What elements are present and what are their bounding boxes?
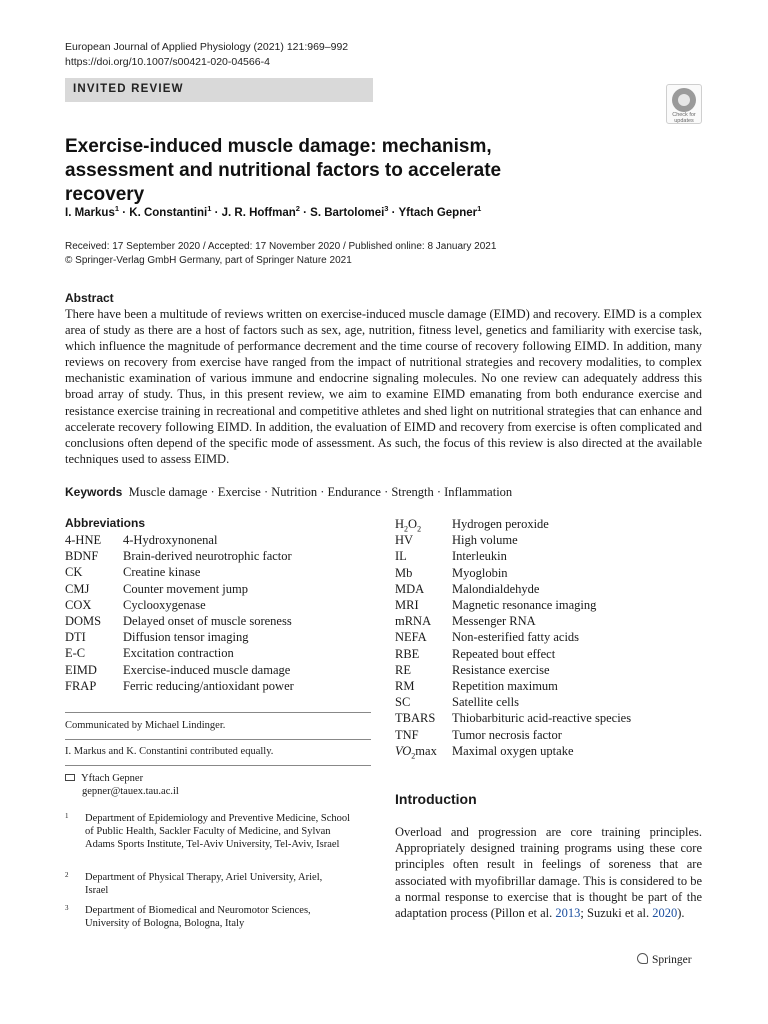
keywords-list: Muscle damage · Exercise · Nutrition · Endurance · Strength · Inflammation [128,485,513,499]
keywords [65,485,512,500]
abbreviation-definition: Myoglobin [452,565,508,580]
abbreviation-definition: Resistance exercise [452,662,550,677]
abbreviation-definition: Malondialdehyde [452,581,540,596]
article-title: Exercise-induced muscle damage: mechanism, assessment and nutritional factors to accelerate recovery [65,136,502,205]
abbreviation-definition: Creatine kinase [123,565,201,580]
abbreviation-definition: Brain-derived neurotrophic factor [123,549,292,564]
abbreviation-term: MDA [395,581,425,596]
envelope-icon [65,774,75,781]
affiliation-text: Department of Physical Therapy, Ariel University, Ariel, Israel [85,872,323,896]
abbreviation-definition: Maximal oxygen uptake [452,743,574,758]
citation-link[interactable]: 2020 [652,906,678,921]
affiliation-number: 1 [65,812,69,820]
check-updates-icon [672,88,696,112]
publication-dates: Received: 17 September 2020 / Accepted: 17 November 2020 / Published online: 8 January 2021 [65,241,497,252]
affiliation-text: Department of Biomedical and Neuromotor Sciences, University of Bologna, Bologna, Italy [85,905,311,929]
introduction-heading: Introduction [395,791,477,807]
abbreviation-definition: Ferric reducing/antioxidant power [123,678,294,693]
journal-citation: European Journal of Applied Physiology (2021) 121:969–992 [65,41,349,53]
abbreviation-term: SC [395,695,411,710]
abbreviation-definition: Delayed onset of muscle soreness [123,614,292,628]
abbreviation-definition: Thiobarbituric acid-reactive species [452,711,632,726]
abbreviation-term: IL [395,549,407,564]
author-1[interactable]: I. Markus [65,206,115,219]
abbreviation-definition: Repeated bout effect [452,646,556,661]
doi-link[interactable]: https://doi.org/10.1007/s00421-020-04566-4 [65,56,270,68]
check-for-updates-badge[interactable] [666,84,702,124]
abbreviation-term: TNF [395,727,419,742]
abbreviation-term: HV [395,533,414,548]
abbreviation-definition: 4-Hydroxynonenal [123,533,218,547]
abbreviation-definition: Non-esterified fatty acids [452,630,580,645]
abbreviation-term: NEFA [395,630,427,645]
article-type-banner [65,78,373,102]
abbreviation-term: Mb [395,565,413,580]
abbreviation-term: TBARS [395,711,436,726]
publisher-name: Springer [652,954,692,966]
keywords-label: Keywords [65,485,123,499]
abbreviation-term: COX [65,597,92,612]
badge-text-1: Check for [672,112,696,118]
affiliation-number: 3 [65,904,69,912]
abbreviation-definition: Interleukin [452,549,507,564]
abbreviation-term: MRI [395,598,419,612]
abbreviation-definition: Tumor necrosis factor [452,727,562,742]
introduction-text: Overload and progression are core training principles. Appropriately designed training programs using these core principles often result in feelings of soreness that are associated with myofibrillar damage. This is considered to be a normal response to exercise that is thought be part of the adaptation process (Pillon et al. 2013; Suzuki et al. 2020). [395,825,702,921]
affiliation-number: 2 [65,871,69,879]
publisher-logo [637,952,692,966]
abbreviation-definition: Diffusion tensor imaging [123,630,249,645]
abbreviation-term: CMJ [65,581,90,596]
author-list: I. Markus$^1$ · K. Constantini$^1$ · J. R. Hoffman$^2$ · S. Bartolomei$^3$ · Yftach Gepner$^1$ [65,204,482,219]
abstract-heading: Abstract [65,291,114,305]
author-4[interactable]: S. Bartolomei [310,206,385,219]
abbreviation-term: E-C [65,646,86,661]
abbreviation-definition: Magnetic resonance imaging [452,598,597,612]
abbreviation-definition: Exercise-induced muscle damage [123,662,291,677]
abbreviation-definition: Messenger RNA [452,614,536,629]
corresponding-email[interactable]: gepner@tauex.tau.ac.il [82,786,179,797]
abbreviation-definition: Cyclooxygenase [123,597,206,612]
abbreviation-term: RM [395,679,415,693]
author-2[interactable]: K. Constantini [129,206,208,219]
abbreviation-term: 4-HNE [65,533,102,547]
abbreviations-heading: Abbreviations [65,516,146,530]
abbreviation-term: $VO_2\max$ [395,743,437,761]
abbreviation-term: RE [395,662,411,677]
divider [65,765,371,766]
springer-horse-icon [637,953,648,964]
abbreviation-term: DTI [65,630,86,645]
abbreviation-term: EIMD [65,662,97,677]
communicated-note: Communicated by Michael Lindinger. [65,720,226,731]
author-3[interactable]: J. R. Hoffman [221,206,296,219]
abbreviation-term: RBE [395,646,420,661]
abbreviation-term: FRAP [65,678,97,693]
divider [65,712,371,713]
abbreviation-term: CK [65,565,83,580]
abbreviation-term: BDNF [65,549,99,564]
abbreviation-definition: High volume [452,533,518,548]
abbreviation-definition: Counter movement jump [123,581,248,596]
author-5[interactable]: Yftach Gepner [398,206,478,219]
corresponding-author [65,772,179,798]
abbreviation-definition: Hydrogen peroxide [452,517,549,531]
citation-link[interactable]: 2013 [555,906,581,921]
equal-contribution-note: I. Markus and K. Constantini contributed equally. [65,746,274,757]
article-type-label: INVITED REVIEW [73,83,184,95]
abbreviation-definition: Excitation contraction [123,646,234,661]
abbreviation-definition: Satellite cells [452,695,519,710]
abbreviation-term: mRNA [395,614,432,629]
abbreviation-definition: Repetition maximum [452,679,558,693]
abbreviation-term: DOMS [65,614,102,628]
divider [65,739,371,740]
abstract-text: There have been a multitude of reviews written on exercise-induced muscle damage (EIMD) and recovery. EIMD is a complex area of study as there are a host of factors such as sex, age, nutrition, fitness level, genetics and familiarity with exercise task, which influence the magnitude of performance decrement and the time course of recovery following EIMD. In addition, many reviews on recovery from exercise have ranged from the impact of nutritional strategies and recovery modalities, to complex mechanistic examination of various immune and endocrine signaling molecules. No one review can adequately address this broad array of study. Thus, in this present review, we aim to examine EIMD emanating from both endurance exercise and resistance exercise training in recreational and competitive athletes and shed light on nutritional strategies that can enhance and accelerate recovery following EIMD. In addition, the evaluation of EIMD and recovery from exercise is often complicated and conclusions often depend of the specific mode of assessment. As such, the focus of this review is also directed at the available techniques used to assess EIMD. [65,307,702,466]
abbreviation-term: $H_2O_2$ [395,517,422,534]
affiliation-text: Department of Epidemiology and Preventive Medicine, School of Public Health, Sackler Faculty of Medicine, and Sylvan Adams Sports Institute, Tel-Aviv University, Tel-Aviv, Israel [85,813,351,850]
badge-text-2: updates [674,118,694,124]
corresponding-name: Yftach Gepner [81,773,144,784]
copyright-line: © Springer-Verlag GmbH Germany, part of Springer Nature 2021 [65,255,352,266]
